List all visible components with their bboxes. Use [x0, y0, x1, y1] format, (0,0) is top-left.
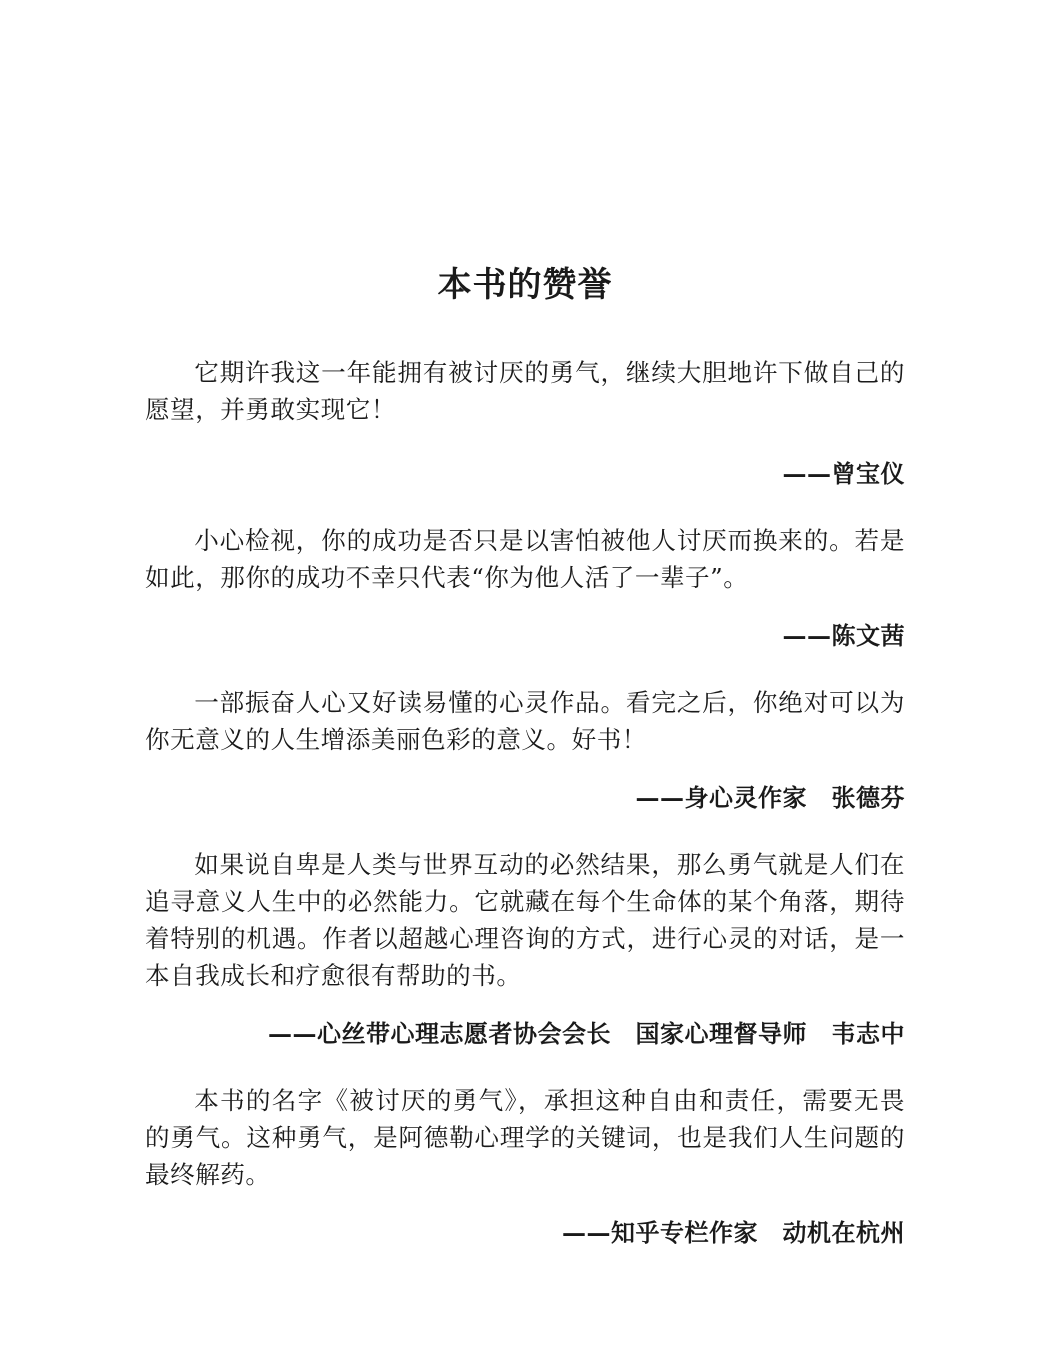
praise-item: [145, 684, 905, 816]
praise-text: 它期许我这一年能拥有被讨厌的勇气，继续大胆地许下做自己的愿望，并勇敢实现它！: [145, 358, 905, 424]
praise-text: 本书的名字《被讨厌的勇气》，承担这种自由和责任，需要无畏的勇气。这种勇气，是阿德勒心理学的关键词，也是我们人生问题的最终解药。: [145, 1086, 905, 1189]
praise-author: ——知乎专栏作家 动机在杭州: [562, 1218, 905, 1247]
praise-text: 如果说自卑是人类与世界互动的必然结果，那么勇气就是人们在追寻意义人生中的必然能力。它就藏在每个生命体的某个角落，期待着特别的机遇。作者以超越心理咨询的方式，进行心灵的对话，是一本自我成长和疗愈很有帮助的书。: [145, 850, 905, 990]
praise-author: ——身心灵作家 张德芬: [635, 783, 905, 812]
praise-author: ——陈文茜: [782, 621, 905, 650]
praise-text: 一部振奋人心又好读易懂的心灵作品。看完之后，你绝对可以为你无意义的人生增添美丽色彩的意义。好书！: [145, 688, 905, 754]
praise-author: ——曾宝仪: [782, 459, 905, 488]
praise-item: [145, 1082, 905, 1251]
praise-author: ——心丝带心理志愿者协会会长 国家心理督导师 韦志中: [268, 1019, 905, 1048]
praise-item: [145, 354, 905, 492]
praise-item: [145, 846, 905, 1052]
praise-item: [145, 522, 905, 654]
praise-text: 小心检视，你的成功是否只是以害怕被他人讨厌而换来的。若是如此，那你的成功不幸只代表“你为他人活了一辈子”。: [145, 526, 905, 592]
document-page: [145, 260, 905, 1281]
praise-list: [145, 354, 905, 1251]
page-title: 本书的赞誉: [437, 265, 613, 305]
